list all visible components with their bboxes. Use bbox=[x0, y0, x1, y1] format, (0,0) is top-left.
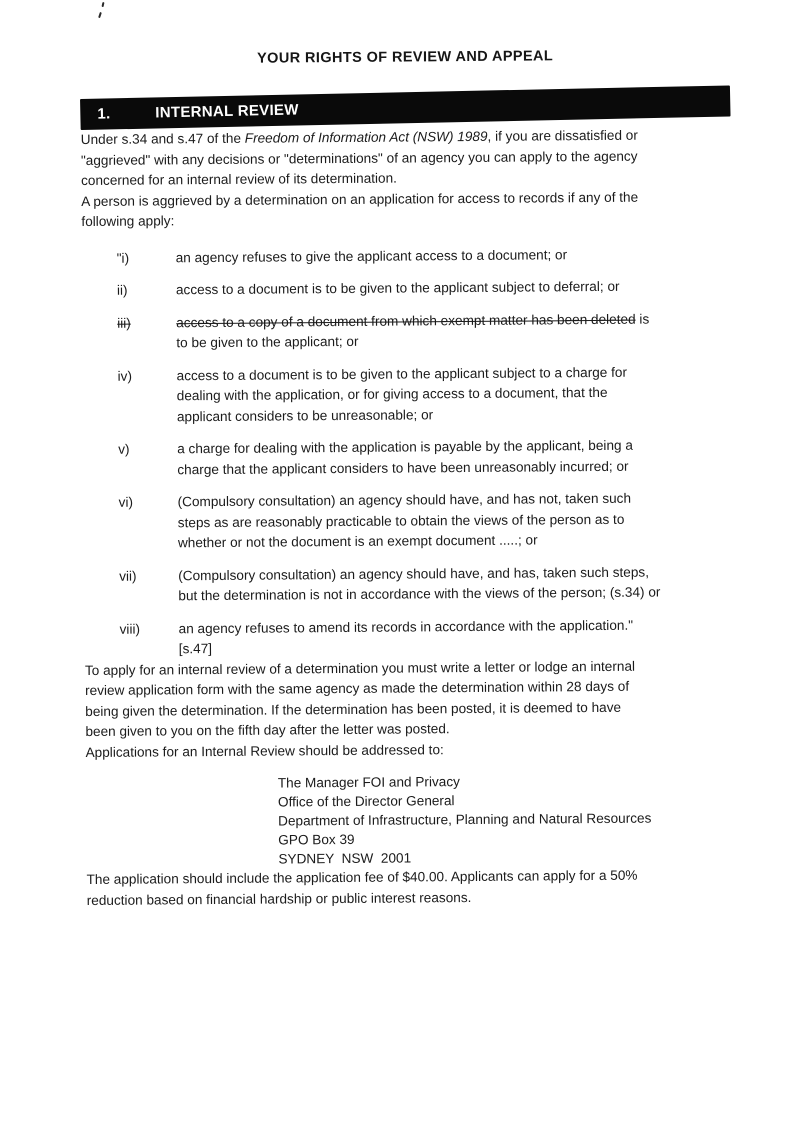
ink-mark bbox=[101, 2, 104, 7]
intro-suffix: , if you are dissatisfied or "aggrieved" with any decisions or "determinations" of an agency you can apply to the agency concerned for an internal review of its determination. bbox=[80, 127, 638, 189]
list-item-label: vii) bbox=[119, 568, 137, 584]
list-item-label: ii) bbox=[116, 282, 128, 298]
list-item-text: (Compulsory consultation) an agency should have, and has, taken such steps, but the determination is not in accordance with the views of the person; (s.34) or bbox=[178, 564, 661, 604]
act-title: Freedom of Information Act (NSW) 1989 bbox=[244, 128, 488, 146]
list-item-text: access to a document is to be given to the applicant subject to a charge for dealing with the application, or for giving access to a document, that the applicant considers to be unreasonable; or bbox=[176, 364, 628, 424]
section-title: INTERNAL REVIEW bbox=[155, 101, 299, 122]
list-item-text: (Compulsory consultation) an agency should have, and has not, taken such steps as are reasonably practicable to obtain the views of the person as to whether or not the document is an exempt document .....; or bbox=[177, 490, 632, 551]
paragraph-fee: The application should include the application fee of $40.00. Applicants can apply for a 50% reduction based on financial hardship or public interest reasons. bbox=[86, 867, 638, 908]
list-item-label: vi) bbox=[118, 494, 134, 510]
intro-prefix: Under s.34 and s.47 of the bbox=[80, 130, 245, 148]
list-item bbox=[117, 308, 732, 354]
scan-artifact-mark bbox=[96, 2, 106, 22]
list-item-text-rest: is to be given to the applicant; or bbox=[176, 311, 650, 351]
paragraph-aggrieved: A person is aggrieved by a determination on an application for access to records if any of the following apply: bbox=[81, 189, 639, 230]
document-content bbox=[80, 39, 737, 911]
struck-text: access to a copy of a document from which exempt matter has been deleted bbox=[176, 311, 636, 330]
list-item bbox=[117, 243, 732, 268]
paragraph-address-intro: Applications for an Internal Review should be addressed to: bbox=[85, 741, 444, 760]
ink-mark bbox=[98, 12, 101, 18]
aggrieved-conditions-list bbox=[117, 243, 735, 660]
section-header-bar bbox=[80, 85, 731, 130]
list-item bbox=[118, 435, 733, 481]
list-item-label: viii) bbox=[119, 621, 141, 637]
list-item-label: iii) bbox=[117, 315, 131, 331]
list-item bbox=[120, 614, 735, 660]
list-item-label: iv) bbox=[117, 368, 133, 384]
section-number: 1. bbox=[97, 105, 111, 123]
address-block: The Manager FOI and Privacy Office of the Director General Department of Infrastructure, Planning and Natural Resources GPO Box 39 SYDNEY NSW 2001 bbox=[277, 774, 652, 867]
list-item-label: v) bbox=[118, 441, 130, 457]
list-item bbox=[119, 561, 734, 607]
paragraph-apply: To apply for an internal review of a determination you must write a letter or lodge an internal review application form with the same agency as made the determination within 28 days of being given the determination. If the determination has been posted, it is deemed to have been given to you on the fifth day after the letter was posted. bbox=[84, 658, 636, 740]
list-item bbox=[119, 488, 734, 554]
list-item-label: "i) bbox=[116, 250, 130, 266]
list-item bbox=[118, 361, 733, 427]
paragraph-intro bbox=[81, 125, 731, 192]
list-item-text: an agency refuses to amend its records in accordance with the application." [s.47] bbox=[178, 617, 634, 657]
list-item-text: access to a document is to be given to the applicant subject to deferral; or bbox=[175, 278, 620, 298]
list-item bbox=[117, 276, 732, 301]
list-item-text bbox=[176, 308, 732, 353]
page-title: YOUR RIGHTS OF REVIEW AND APPEAL bbox=[257, 48, 554, 67]
list-item-text: an agency refuses to give the applicant access to a document; or bbox=[175, 246, 568, 265]
list-item-text: a charge for dealing with the application is payable by the applicant, being a charge that the applicant considers to have been unreasonably incurred; or bbox=[177, 437, 633, 477]
